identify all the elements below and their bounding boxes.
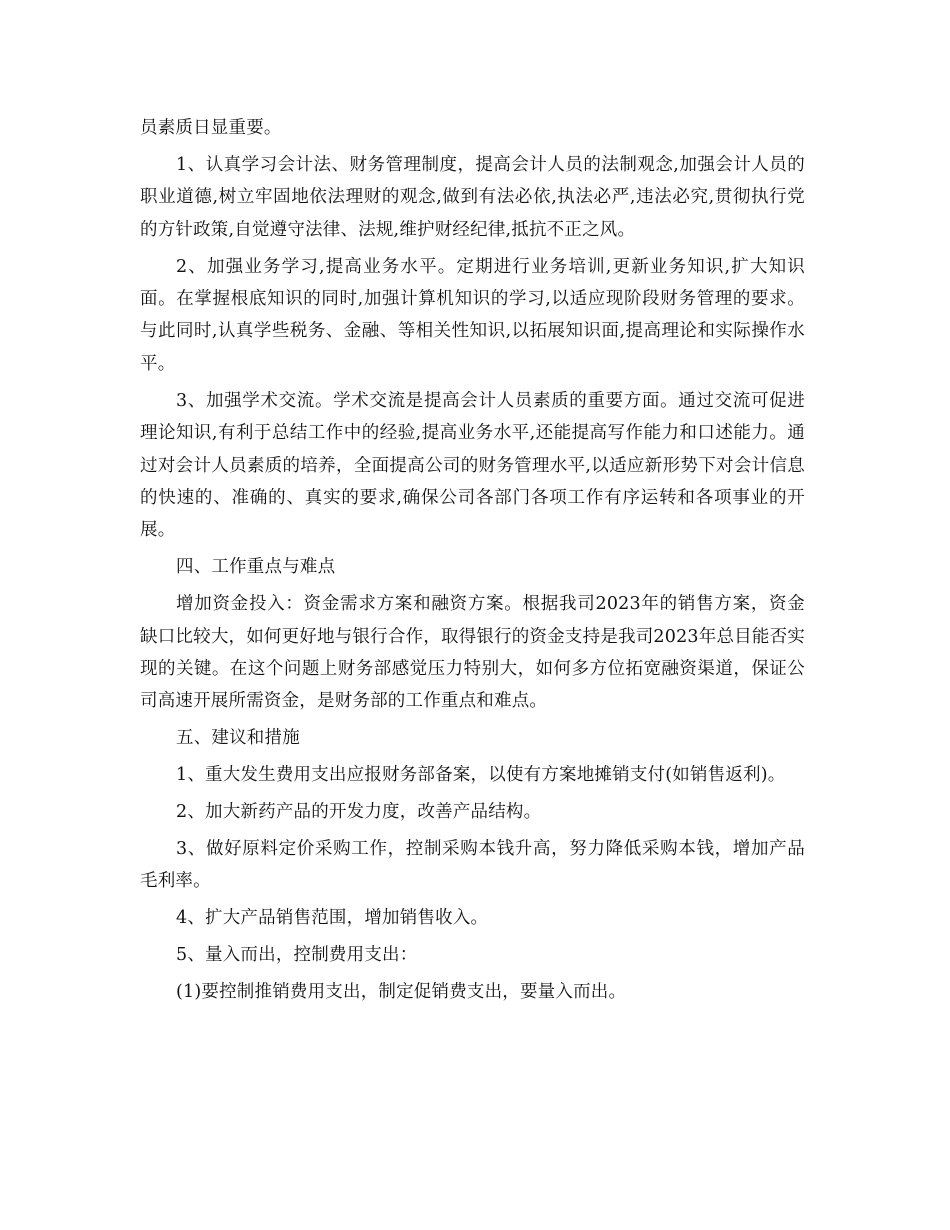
document-body xyxy=(140,112,805,1009)
paragraph-continuation: 员素质日显重要。 xyxy=(140,118,282,138)
paragraph-item-2: 2、加强业务学习,提高业务水平。定期进行业务培训,更新业务知识,扩大知识面。在掌握根底知识的同时,加强计算机知识的学习,以适应现阶段财务管理的要求。与此同时,认真学些税务、金融、等相关性知识,以拓展知识面,提高理论和实际操作水平。 xyxy=(140,256,805,374)
paragraph-item-1: 1、认真学习会计法、财务管理制度，提高会计人员的法制观念,加强会计人员的职业道德,树立牢固地依法理财的观念,做到有法必依,执法必严,违法必究,贯彻执行党的方针政策,自觉遵守法律、法规,维护财经纪律,抵抗不正之风。 xyxy=(140,154,805,240)
paragraph-suggestion-1: 1、重大发生费用支出应报财务部备案，以使有方案地摊销支付(如销售返利)。 xyxy=(176,765,786,786)
paragraph-item-3: 3、加强学术交流。学术交流是提高会计人员素质的重要方面。通过交流可促进理论知识,有利于总结工作中的经验,提高业务水平,还能提高写作能力和口述能力。通过对会计人员素质的培养，全面提高公司的财务管理水平,以适应新形势下对会计信息的快速的、准确的、真实的要求,确保公司各部门各项工作有序运转和各项事业的开展。 xyxy=(140,390,805,541)
paragraph-suggestion-5-1: (1)要控制推销费用支出，制定促销费支出，要量入而出。 xyxy=(176,982,627,1003)
section-heading-5: 五、建议和措施 xyxy=(176,728,300,749)
paragraph-suggestion-3: 3、做好原料定价采购工作，控制采购本钱升高，努力降低采购本钱，增加产品毛利率。 xyxy=(140,839,805,892)
paragraph-suggestion-5: 5、量入而出，控制费用支出： xyxy=(176,945,418,966)
paragraph-suggestion-4: 4、扩大产品销售范围，增加销售收入。 xyxy=(176,908,489,929)
paragraph-suggestion-2: 2、加大新药产品的开发力度，改善产品结构。 xyxy=(176,802,542,823)
paragraph-funding: 增加资金投入：资金需求方案和融资方案。根据我司2023年的销售方案，资金缺口比较大，如何更好地与银行合作，取得银行的资金支持是我司2023年总目能否实现的关键。在这个问题上财务部感觉压力特别大，如何多方位拓宽融资渠道，保证公司高速开展所需资金，是财务部的工作重点和难点。 xyxy=(140,594,805,712)
section-heading-4: 四、工作重点与难点 xyxy=(176,557,336,578)
